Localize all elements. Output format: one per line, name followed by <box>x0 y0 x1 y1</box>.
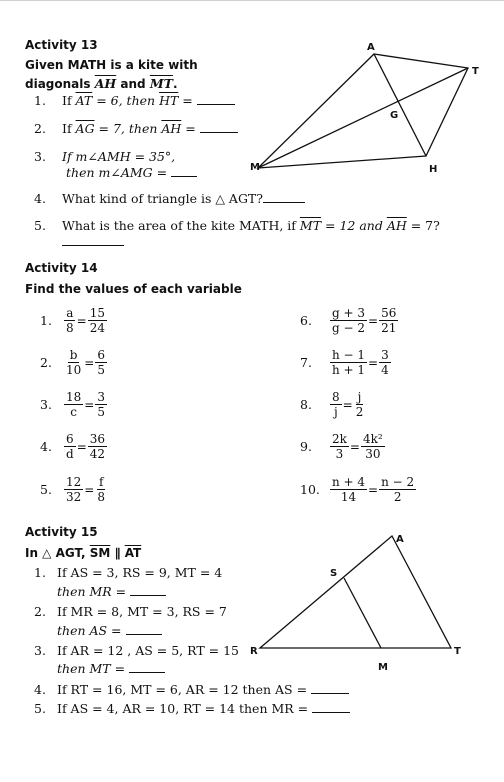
a15-item4-number: 4. <box>34 682 46 697</box>
left-numerator: 6 <box>66 432 74 446</box>
a13-item2-seg: $\overline{AG}$ <box>75 121 95 136</box>
left-denominator: 14 <box>340 490 357 504</box>
a13-item1-text <box>62 93 235 108</box>
right-numerator: f <box>98 475 104 489</box>
a15-item1-number: 1. <box>34 565 46 580</box>
proportion-number: 6. <box>300 313 312 328</box>
proportion-equation <box>64 390 107 419</box>
left-fraction <box>64 432 76 461</box>
right-numerator: 4k² <box>362 432 383 446</box>
equals-sign: = <box>76 439 87 454</box>
a13-item2-number: 2. <box>34 121 46 136</box>
a15-item1-line1: If AS = 3, RS = 9, MT = 4 <box>57 565 223 580</box>
intro-period: . <box>172 77 178 91</box>
a13-item2-seg2: $\overline{AH}$ <box>161 121 182 136</box>
left-numerator: b <box>69 348 78 362</box>
proportion-number: 10. <box>300 482 320 497</box>
vertex-label-r: R <box>250 646 258 657</box>
proportion-equation <box>64 348 107 377</box>
a15-item3-number: 3. <box>34 643 46 658</box>
a13-item4-text <box>62 191 305 206</box>
a15-item5-line1 <box>57 701 350 716</box>
parallel-symbol: ∥ <box>110 546 125 560</box>
vertex-label-h: H <box>429 164 438 175</box>
left-numerator: a <box>66 306 74 320</box>
a13-item1-mid: = 6, then <box>92 93 160 108</box>
a13-item5-seg: $\overline{MT}$ <box>299 218 322 233</box>
a13-item2-answer-blank[interactable] <box>200 121 238 133</box>
a15-item3-line2 <box>57 661 165 676</box>
proportion-equation <box>330 348 391 377</box>
left-denominator: h + 1 <box>332 363 366 377</box>
right-denominator: 42 <box>89 447 106 461</box>
a13-item5-pre: What is the area of the kite MATH, if <box>62 218 300 233</box>
a13-item5-answer-blank[interactable] <box>62 245 124 246</box>
a15-item2-answer-blank[interactable] <box>126 623 162 635</box>
vertex-label-s: S <box>330 568 338 579</box>
a13-item2-post: = <box>181 121 200 136</box>
intro-diagonals-text: diagonals <box>25 77 95 91</box>
equals-sign: = <box>368 313 379 328</box>
a15-item4-text: If RT = 16, MT = 6, AR = 12 then AS = <box>57 682 312 697</box>
kite-math-figure <box>240 36 502 186</box>
activity-13-intro-line2 <box>25 76 178 91</box>
left-numerator: h − 1 <box>332 348 366 362</box>
proportion-equation <box>330 432 385 461</box>
a15-item1-line2 <box>57 584 166 599</box>
activity-15-title: Activity 15 <box>25 525 98 539</box>
left-denominator: c <box>70 405 77 419</box>
a15-item2-line2-text: then AS = <box>57 623 126 638</box>
equals-sign: = <box>368 355 379 370</box>
right-denominator: 30 <box>365 447 381 461</box>
a13-item4-answer-blank[interactable] <box>263 191 305 203</box>
a15-item1-answer-blank[interactable] <box>130 584 166 596</box>
proportion-number: 1. <box>40 313 52 328</box>
left-numerator: n + 4 <box>332 475 366 489</box>
left-fraction <box>330 348 367 377</box>
a13-item2-pre: If <box>62 121 76 136</box>
left-numerator: 18 <box>66 390 82 404</box>
left-denominator: 3 <box>335 447 344 461</box>
top-border-line <box>0 0 504 1</box>
a13-item5-post: = 7? <box>406 218 440 233</box>
left-fraction <box>330 390 342 419</box>
left-fraction <box>330 475 367 504</box>
proportion-equation <box>330 390 365 419</box>
left-fraction <box>64 306 76 335</box>
a15-item5-answer-blank[interactable] <box>312 701 350 713</box>
a13-item4-question: What kind of triangle is △ AGT? <box>62 191 263 206</box>
right-numerator: 36 <box>89 432 106 446</box>
a13-item3-line2-text: then m∠AMG = <box>66 165 172 180</box>
right-numerator: 56 <box>381 306 397 320</box>
a13-item1-number: 1. <box>34 93 46 108</box>
proportion-equation <box>64 475 107 504</box>
triangle-agt-figure <box>246 528 476 676</box>
a13-item1-seg2: $\overline{HT}$ <box>159 93 179 108</box>
a13-item1-answer-blank[interactable] <box>197 93 235 105</box>
vertex-label-a2: A <box>396 534 404 545</box>
right-fraction <box>379 348 391 377</box>
a13-item2-mid: = 7, then <box>94 121 162 136</box>
right-fraction <box>95 475 107 504</box>
a15-item2-number: 2. <box>34 604 46 619</box>
right-denominator: 2 <box>393 490 402 504</box>
equals-sign: = <box>76 313 87 328</box>
proportion-number: 9. <box>300 439 312 454</box>
activity-14-title: Activity 14 <box>25 261 98 275</box>
left-fraction <box>64 348 83 377</box>
left-denominator: g − 2 <box>332 321 365 335</box>
left-fraction <box>330 432 349 461</box>
proportion-equation <box>64 432 107 461</box>
a13-item3-line1: If m∠AMH = 35°, <box>62 149 176 164</box>
triangle-outline <box>260 536 451 648</box>
proportion-number: 8. <box>300 397 312 412</box>
a15-item3-line1: If AR = 12 , AS = 5, RT = 15 <box>57 643 239 658</box>
proportion-number: 2. <box>40 355 52 370</box>
activity-13-intro-line1: Given MATH is a kite with <box>25 58 198 72</box>
equals-sign: = <box>368 482 379 497</box>
a15-item4-line1 <box>57 682 349 697</box>
right-fraction <box>379 475 416 504</box>
segment-sm: $\overline{SM}$ <box>89 546 111 560</box>
right-fraction <box>379 306 398 335</box>
right-numerator: n − 2 <box>381 475 415 489</box>
a15-item5-number: 5. <box>34 701 46 716</box>
left-numerator: 8 <box>332 390 340 404</box>
right-denominator: 5 <box>97 405 105 419</box>
right-fraction <box>95 390 107 419</box>
a13-item2-text <box>62 121 238 136</box>
proportion-number: 4. <box>40 439 52 454</box>
a13-item3-answer-blank[interactable] <box>171 165 197 177</box>
left-numerator: 2k <box>332 432 347 446</box>
activity-14-subtitle: Find the values of each variable <box>25 282 242 296</box>
left-numerator: g + 3 <box>332 306 365 320</box>
proportion-number: 7. <box>300 355 312 370</box>
left-denominator: 32 <box>66 490 82 504</box>
right-denominator: 4 <box>381 363 389 377</box>
equals-sign: = <box>84 397 95 412</box>
vertex-label-a: A <box>367 42 375 53</box>
a15-item2-line2 <box>57 623 162 638</box>
left-denominator: j <box>333 405 338 419</box>
proportion-equation <box>330 306 398 335</box>
a13-item1-seg: $\overline{AT}$ <box>75 93 93 108</box>
right-denominator: 5 <box>97 363 105 377</box>
vertex-label-t: T <box>472 66 479 77</box>
right-numerator: 3 <box>381 348 389 362</box>
proportion-number: 3. <box>40 397 52 412</box>
a13-item5-number: 5. <box>34 218 46 233</box>
a13-item4-number: 4. <box>34 191 46 206</box>
proportion-equation <box>64 306 107 335</box>
right-fraction <box>361 432 385 461</box>
a13-item3-number: 3. <box>34 149 46 164</box>
equals-sign: = <box>84 355 95 370</box>
a15-intro-pre: In △ AGT, <box>25 546 90 560</box>
a15-item3-line2-text: then MT = <box>57 661 130 676</box>
diagonal-ah <box>374 54 426 156</box>
left-fraction <box>330 306 367 335</box>
vertex-label-g: G <box>390 110 399 121</box>
a13-item3-line2 <box>66 165 197 180</box>
proportion-equation <box>330 475 416 504</box>
right-denominator: 24 <box>89 321 105 335</box>
equals-sign: = <box>342 397 353 412</box>
right-denominator: 21 <box>381 321 397 335</box>
left-fraction <box>64 390 83 419</box>
a13-item5-seg2: $\overline{AH}$ <box>386 218 407 233</box>
equals-sign: = <box>349 439 360 454</box>
a13-item5-mid: = 12 and <box>321 218 387 233</box>
a13-item1-post: = <box>178 93 197 108</box>
left-denominator: d <box>66 447 74 461</box>
proportion-number: 5. <box>40 482 52 497</box>
parallel-segment-sm <box>344 578 381 648</box>
right-numerator: 15 <box>89 306 105 320</box>
a15-item4-answer-blank[interactable] <box>311 682 349 694</box>
left-fraction <box>64 475 83 504</box>
a15-item2-line1: If MR = 8, MT = 3, RS = 7 <box>57 604 227 619</box>
right-denominator: 8 <box>97 490 105 504</box>
diagonal-mt <box>258 68 468 168</box>
right-fraction <box>354 390 366 419</box>
right-numerator: 6 <box>97 348 105 362</box>
a15-item3-answer-blank[interactable] <box>129 661 165 673</box>
a13-item1-pre: If <box>62 93 76 108</box>
segment-mt: $\overline{MT}$ <box>149 76 173 91</box>
right-numerator: 3 <box>97 390 105 404</box>
right-fraction <box>95 348 107 377</box>
a15-item1-line2-text: then MR = <box>57 584 131 599</box>
left-denominator: 10 <box>66 363 82 377</box>
vertex-label-m2: M <box>378 662 388 673</box>
equals-sign: = <box>84 482 95 497</box>
segment-ah: $\overline{AH}$ <box>94 76 117 91</box>
right-denominator: 2 <box>355 405 364 419</box>
kite-outline <box>258 54 468 168</box>
activity-13-title: Activity 13 <box>25 38 98 52</box>
activity-15-intro <box>25 546 141 560</box>
vertex-label-m: M <box>250 162 260 173</box>
left-numerator: 12 <box>66 475 82 489</box>
vertex-label-t2: T <box>454 646 461 657</box>
intro-and-text: and <box>116 77 150 91</box>
a13-item5-text <box>62 218 440 233</box>
a15-item5-text: If AS = 4, AR = 10, RT = 14 then MR = <box>57 701 313 716</box>
right-fraction <box>88 432 107 461</box>
segment-at: $\overline{AT}$ <box>124 546 142 560</box>
right-numerator: j <box>357 390 362 404</box>
right-fraction <box>88 306 107 335</box>
left-denominator: 8 <box>66 321 74 335</box>
